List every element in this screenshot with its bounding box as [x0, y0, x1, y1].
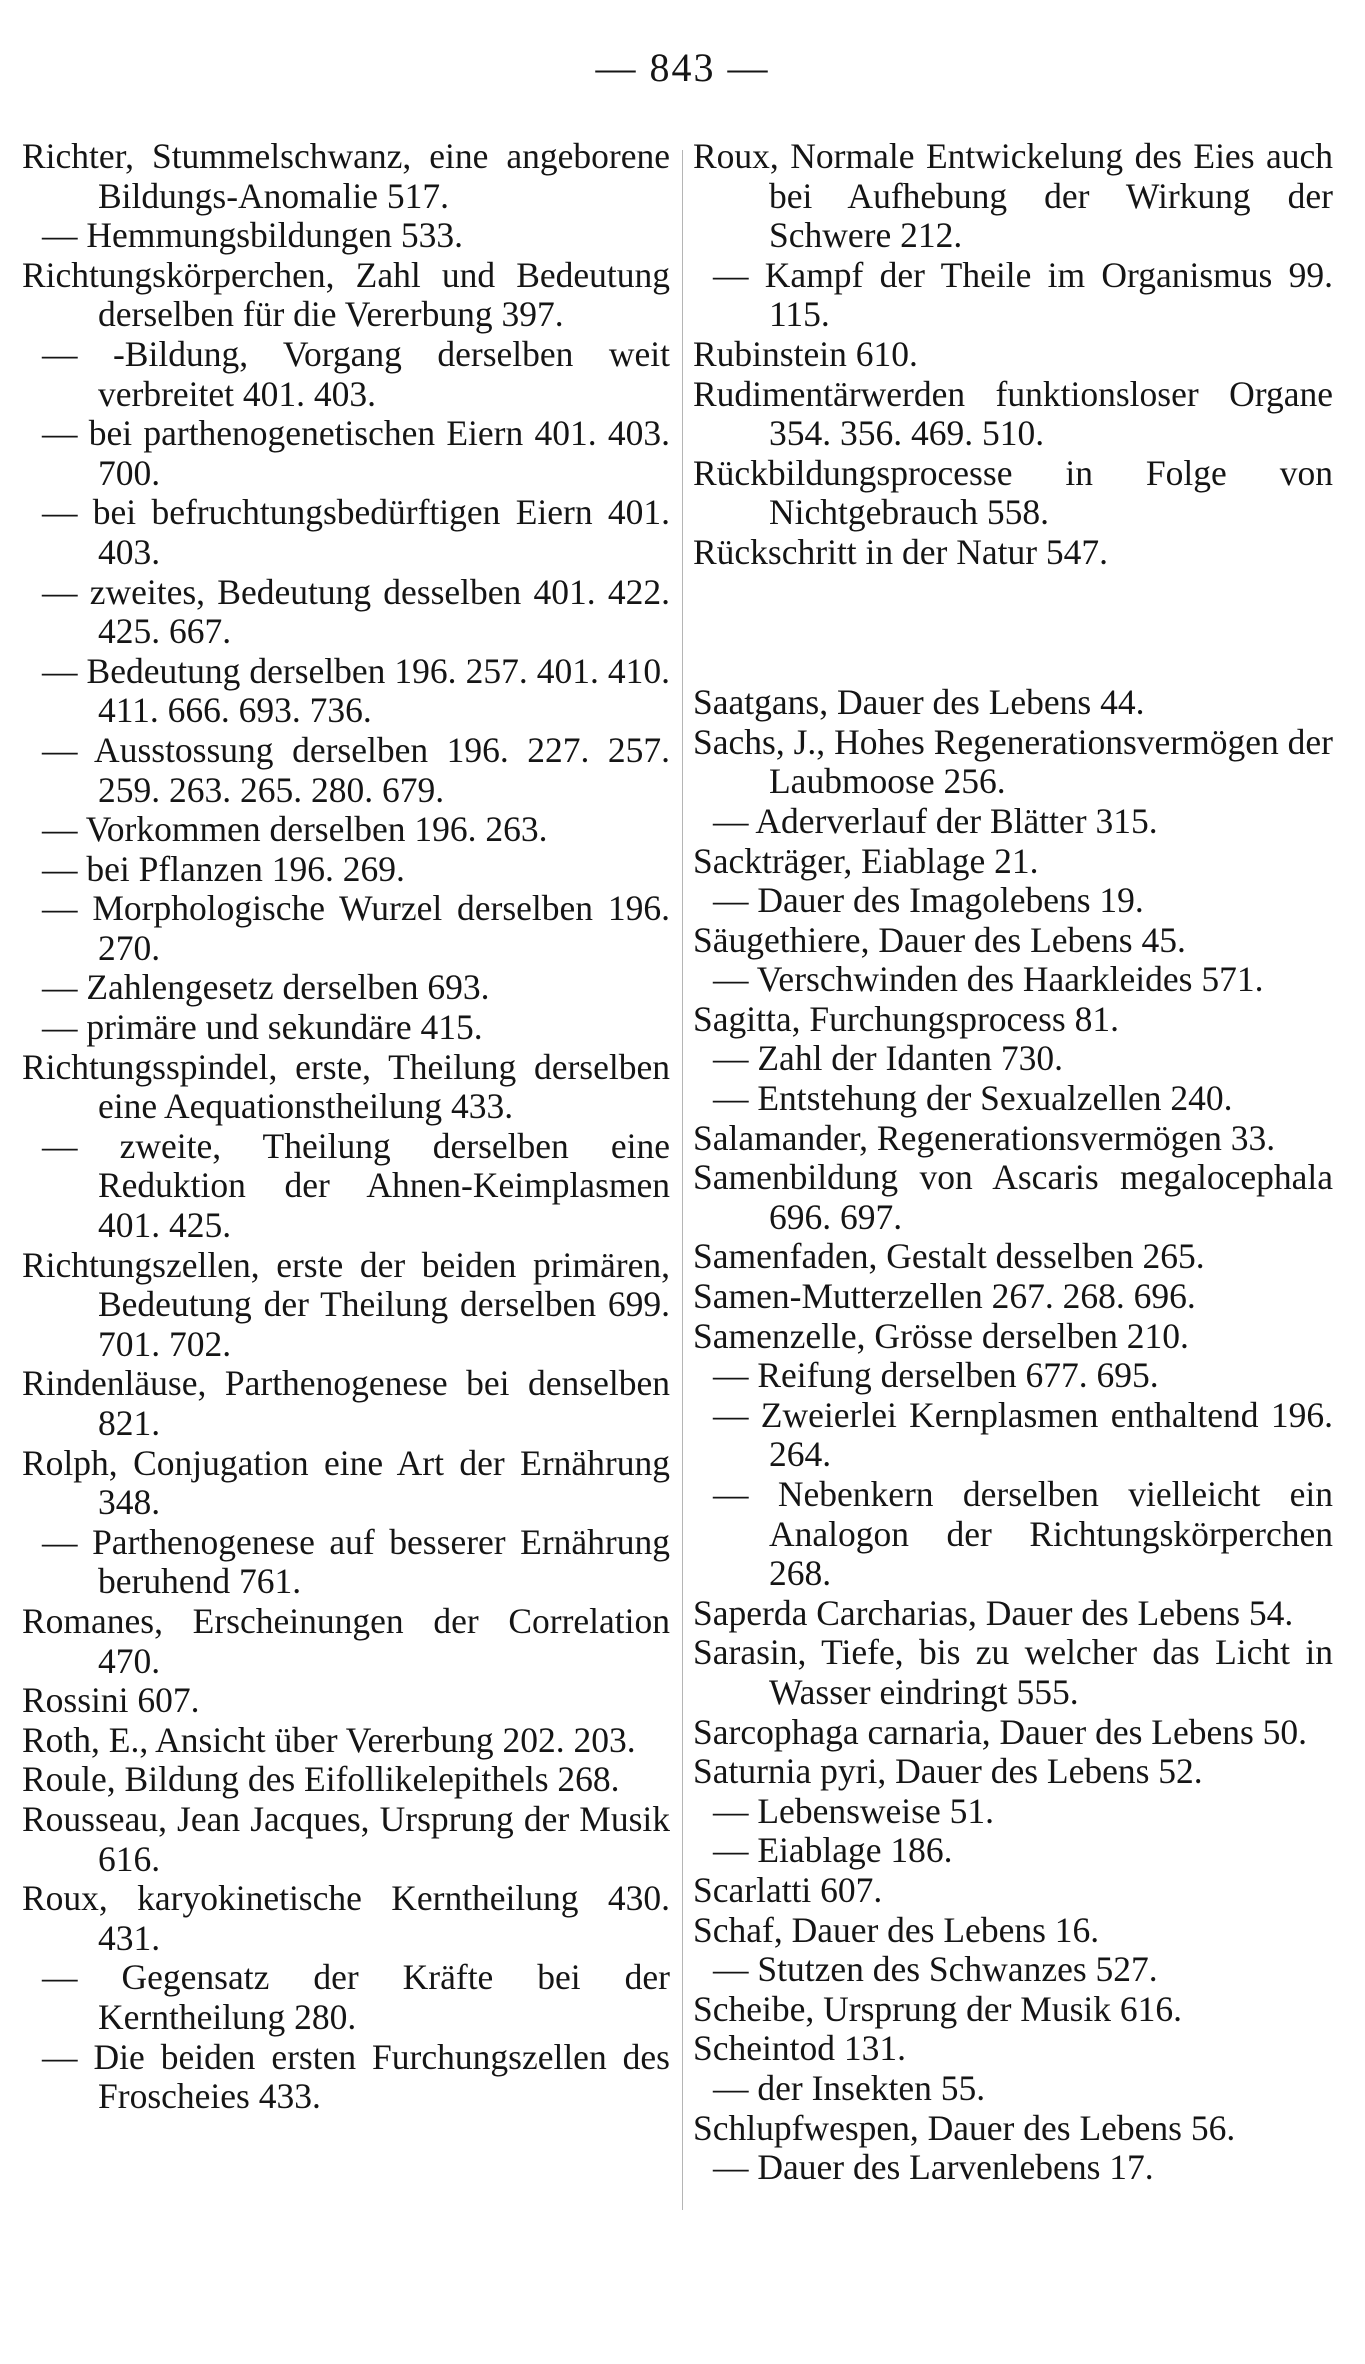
- index-entry: Rubinstein 610.: [693, 333, 918, 374]
- index-entry: Roule, Bildung des Eifollikelepithels 268.: [22, 1759, 620, 1800]
- index-subentry: — Aderverlauf der Blätter 315.: [713, 800, 1158, 841]
- index-subentry: — Vorkommen derselben 196. 263.: [42, 809, 548, 850]
- index-subentry: — Stutzen des Schwanzes 527.: [713, 1949, 1158, 1990]
- index-subentry: — Die beiden ersten Furchungszellen des Froscheies 433.: [42, 2036, 670, 2117]
- index-subentry: — Entstehung der Sexualzellen 240.: [713, 1078, 1233, 1119]
- index-entry: Sarasin, Tiefe, bis zu welcher das Licht in Wasser eindringt 555.: [693, 1632, 1333, 1712]
- index-entry: Saturnia pyri, Dauer des Lebens 52.: [693, 1751, 1203, 1792]
- index-entry: Samenfaden, Gestalt desselben 265.: [693, 1236, 1205, 1277]
- index-entry: Scarlatti 607.: [693, 1869, 883, 1910]
- index-subentry: — bei befruchtungsbedürftigen Eiern 401. 403.: [42, 492, 670, 572]
- index-subentry: — Morphologische Wurzel derselben 196. 270.: [42, 888, 670, 968]
- index-subentry: — primäre und sekundäre 415.: [42, 1007, 483, 1048]
- index-entry: Sarcophaga carnaria, Dauer des Lebens 50.: [693, 1711, 1308, 1752]
- index-entry: Schlupfwespen, Dauer des Lebens 56.: [693, 2107, 1236, 2148]
- index-entry: Salamander, Regenerationsvermögen 33.: [693, 1117, 1276, 1158]
- index-entry: Saatgans, Dauer des Lebens 44.: [693, 682, 1145, 723]
- index-column-left: [22, 137, 670, 2117]
- column-divider: [682, 150, 683, 2210]
- index-subentry: — Zweierlei Kernplasmen enthaltend 196. 264.: [713, 1394, 1333, 1475]
- index-entry: Rückschritt in der Natur 547.: [693, 531, 1109, 572]
- index-subentry: — zweite, Theilung derselben eine Reduktion der Ahnen-Keimplasmen 401. 425.: [42, 1125, 670, 1246]
- index-entry: Sackträger, Eiablage 21.: [693, 840, 1039, 881]
- index-subentry: — Ausstossung derselben 196. 227. 257. 259. 263. 265. 280. 679.: [42, 729, 670, 810]
- index-subentry: — Hemmungsbildungen 533.: [42, 215, 464, 256]
- index-subentry: — Zahlengesetz derselben 693.: [42, 967, 490, 1008]
- index-entry: Rousseau, Jean Jacques, Ursprung der Musik 616.: [22, 1798, 670, 1879]
- index-entry: Roux, karyokinetische Kerntheilung 430. 431.: [22, 1878, 670, 1958]
- index-entry: Richtungszellen, erste der beiden primären, Bedeutung der Theilung derselben 699. 701. 702.: [22, 1244, 670, 1364]
- index-subentry: — Kampf der Theile im Organismus 99. 115.: [713, 254, 1333, 335]
- index-subentry: — bei parthenogenetischen Eiern 401. 403. 700.: [42, 413, 670, 493]
- index-subentry: — Lebensweise 51.: [713, 1790, 994, 1831]
- index-subentry: — Gegensatz der Kräfte bei der Kerntheilung 280.: [42, 1957, 670, 2037]
- index-subentry: — Reifung derselben 677. 695.: [713, 1355, 1159, 1396]
- index-entry: Schaf, Dauer des Lebens 16.: [693, 1909, 1100, 1950]
- index-subentry: — Verschwinden des Haarkleides 571.: [713, 959, 1264, 1000]
- section-gap: [693, 608, 1333, 648]
- index-entry: Saperda Carcharias, Dauer des Lebens 54.: [693, 1592, 1294, 1633]
- index-entry: Samenzelle, Grösse derselben 210.: [693, 1315, 1189, 1356]
- index-subentry: — -Bildung, Vorgang derselben weit verbreitet 401. 403.: [42, 333, 670, 414]
- index-entry: Rindenläuse, Parthenogenese bei denselben 821.: [22, 1363, 670, 1443]
- index-entry: Rudimentärwerden funktionsloser Organe 354. 356. 469. 510.: [693, 373, 1333, 454]
- page-number: — 843 —: [595, 45, 770, 90]
- index-entry: Romanes, Erscheinungen der Correlation 470.: [22, 1600, 670, 1681]
- index-entry: Samen-Mutterzellen 267. 268. 696.: [693, 1276, 1196, 1317]
- index-subentry: — Nebenkern derselben vielleicht ein Analogon der Richtungskörperchen 268.: [713, 1474, 1333, 1594]
- index-entry: Scheintod 131.: [693, 2028, 906, 2069]
- index-subentry: — bei Pflanzen 196. 269.: [42, 848, 405, 889]
- index-entry: Rückbildungsprocesse in Folge von Nichtgebrauch 558.: [693, 452, 1333, 533]
- index-subentry: — Zahl der Idanten 730.: [713, 1038, 1063, 1079]
- index-entry: Sagitta, Furchungsprocess 81.: [693, 998, 1119, 1039]
- index-subentry: — Dauer des Imagolebens 19.: [713, 880, 1144, 921]
- index-entry: Richtungsspindel, erste, Theilung derselben eine Aequationstheilung 433.: [22, 1046, 670, 1127]
- index-column-right: [693, 137, 1333, 2188]
- index-subentry: — der Insekten 55.: [713, 2067, 986, 2108]
- index-entry: Rolph, Conjugation eine Art der Ernährung 348.: [22, 1442, 670, 1523]
- index-entry: Rossini 607.: [22, 1680, 200, 1721]
- index-subentry: — Parthenogenese auf besserer Ernährung beruhend 761.: [42, 1521, 670, 1602]
- index-subentry: — zweites, Bedeutung desselben 401. 422. 425. 667.: [42, 571, 670, 652]
- index-entry: Sachs, J., Hohes Regenerationsvermögen der Laubmoose 256.: [693, 721, 1333, 802]
- index-subentry: — Dauer des Larvenlebens 17.: [713, 2147, 1154, 2188]
- index-entry: Richter, Stummelschwanz, eine angeborene Bildungs-Anomalie 517.: [22, 136, 670, 216]
- index-entry: Säugethiere, Dauer des Lebens 45.: [693, 919, 1186, 960]
- index-subentry: — Eiablage 186.: [713, 1830, 953, 1871]
- index-entry: Roux, Normale Entwickelung des Eies auch bei Aufhebung der Wirkung der Schwere 212.: [693, 136, 1333, 256]
- index-entry: Scheibe, Ursprung der Musik 616.: [693, 1988, 1183, 2029]
- index-entry: Roth, E., Ansicht über Vererbung 202. 203.: [22, 1719, 636, 1760]
- index-subentry: — Bedeutung derselben 196. 257. 401. 410. 411. 666. 693. 736.: [42, 650, 670, 731]
- index-entry: Samenbildung von Ascaris megalocephala 696. 697.: [693, 1157, 1333, 1237]
- index-entry: Richtungskörperchen, Zahl und Bedeutung derselben für die Vererbung 397.: [22, 254, 670, 335]
